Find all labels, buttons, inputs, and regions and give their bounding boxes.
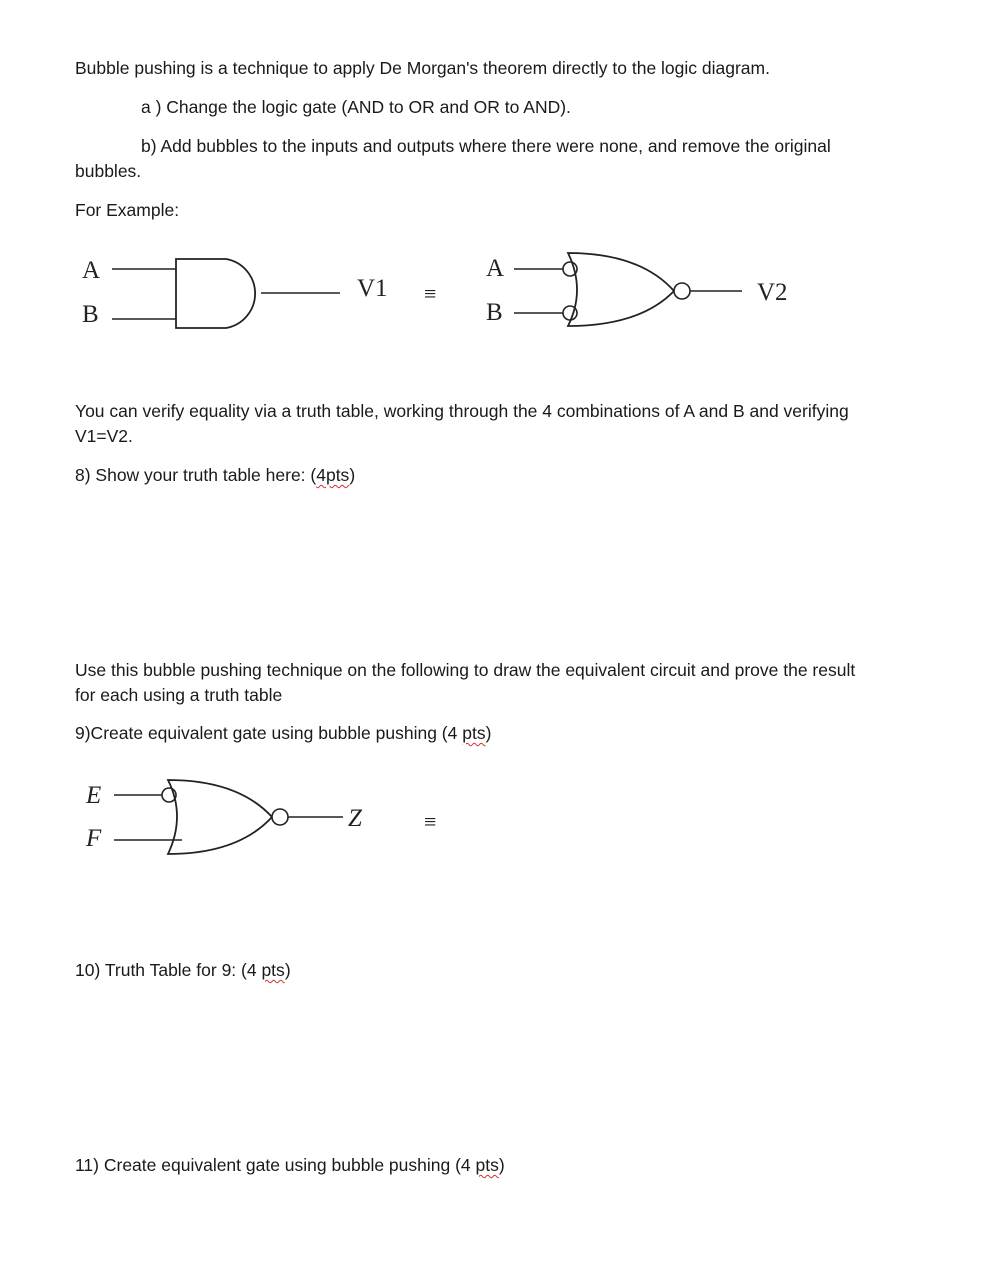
input-a-label-right: A (486, 255, 505, 282)
question-9-points: pts (462, 723, 486, 743)
step-b-text: b) Add bubbles to the inputs and outputs where there were none, and remove the original (141, 136, 831, 156)
question-9-diagram (0, 770, 998, 870)
example-label: For Example: (75, 200, 180, 220)
output-z-label: Z (348, 805, 362, 832)
question-10-text: 10) Truth Table for 9: (4 (75, 960, 262, 980)
output-v2-label: V2 (757, 279, 788, 306)
equivalence-symbol: ≡ (424, 281, 437, 306)
question-9-close: ) (485, 723, 492, 743)
question-9 (75, 721, 491, 746)
output-bubble (674, 283, 690, 299)
question-11-close: ) (498, 1155, 505, 1175)
step-b-text-cont: bubbles. (75, 161, 142, 181)
question-8-points: 4pts (316, 465, 350, 485)
intro-text: Bubble pushing is a technique to apply De Morgan's theorem directly to the logic diagram. (75, 58, 770, 78)
output-v1-label: V1 (357, 275, 388, 302)
output-bubble-z (272, 809, 288, 825)
verify-text-cont: V1=V2. (75, 426, 133, 446)
example-diagram (0, 240, 998, 350)
question-11 (75, 1153, 505, 1178)
step-a-text: a ) Change the logic gate (AND to OR and OR to AND). (141, 97, 571, 117)
question-11-points: pts (475, 1155, 499, 1175)
or-gate-question-9 (85, 780, 363, 854)
input-a-label: A (82, 257, 101, 284)
input-f-label: F (86, 825, 102, 852)
instructions-text: Use this bubble pushing technique on the following to draw the equivalent circuit and prove the result (75, 660, 856, 680)
question-8-close: ) (349, 465, 356, 485)
input-b-label: B (82, 301, 99, 328)
instructions-text-cont: for each using a truth table (75, 685, 283, 705)
question-8-text: 8) Show your truth table here: ( (75, 465, 317, 485)
question-10 (75, 958, 291, 983)
input-b-label-right: B (486, 299, 503, 326)
input-e-label: E (86, 782, 102, 809)
question-10-points: pts (261, 960, 285, 980)
question-9-text: 9)Create equivalent gate using bubble pushing (4 (75, 723, 463, 743)
question-10-close: ) (284, 960, 291, 980)
verify-text: You can verify equality via a truth table, working through the 4 combinations of A and B and verifying (75, 401, 849, 421)
question-8 (75, 463, 355, 488)
or-gate-bubbled (486, 253, 788, 326)
question-11-text: 11) Create equivalent gate using bubble pushing (4 (75, 1155, 476, 1175)
equivalence-symbol-9: ≡ (424, 809, 437, 834)
and-gate (82, 257, 388, 328)
